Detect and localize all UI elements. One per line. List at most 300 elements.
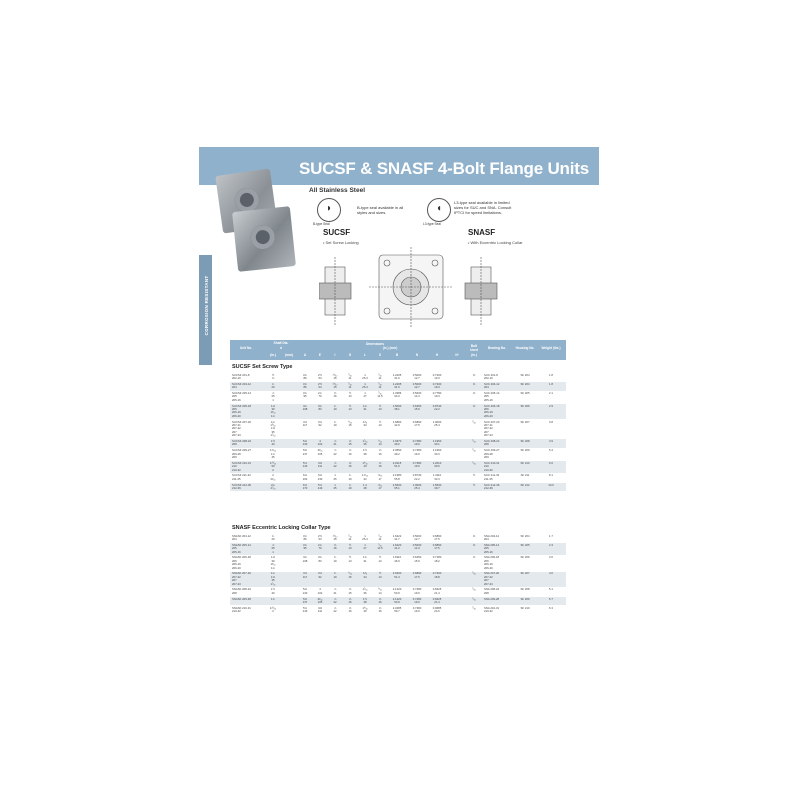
cell-a: 4¼ 108 [302,403,308,411]
cell-e: 3⅝ 92 [318,571,322,579]
cell-bolt: ½ [472,482,476,487]
cell-s: ½ 13 [378,419,382,427]
cell-g: ⁹⁄₁₆ 15 [348,571,352,579]
cell-a: 3¾ 86 [303,372,307,380]
cell-a: 3¾ 95 [303,542,307,551]
b-seal-text: B-type seal available in all styles and sizes. [357,205,404,215]
cell-i: ¹⁹⁄₃₂ 15 [332,372,338,380]
cell-bearing: SNA 205-14 205 205-16 [484,542,500,554]
cell-n: 0.7480 19.0 [412,448,422,456]
cell-bearing: SUC 208-24 208 [484,438,500,447]
cell-s: ⁷⁄₁₆ 11.5 [377,542,383,551]
cell-housing: SF 206 [520,403,530,408]
cell-n: 0.6250 15.9 [412,555,422,563]
cell-e: 3⅝ 92 [318,419,322,427]
cell-bolt: ⁷⁄₁₆ [472,605,476,610]
cell-i: ⅞ 22 [333,605,337,614]
cell-l: 1 27 [363,542,367,551]
cell-e: 2¾ 70 [318,390,322,399]
cell-n: 0.5000 12.7 [412,381,422,390]
col-l: L [364,353,366,357]
cell-s: ½ 13 [378,555,382,563]
cell-i: ⅞ 22 [333,448,337,456]
cell-weight: 8.1 [549,473,553,478]
cell-s: ⁷⁄₁₆ 11 [378,381,382,390]
cell-g: ⁷⁄₁₆ 11 [348,533,352,541]
cell-b: 2.5630 65.1 [392,482,402,490]
cell-bolt: ⁷⁄₁₆ [472,460,476,465]
col-h: H [435,353,439,357]
cell-i: ¹⁹⁄₃₂ 15 [332,533,338,541]
table-header [230,340,566,360]
sucsf-title: SUCSF [323,228,351,237]
cell-a: 3¾ 95 [303,390,307,399]
cell-unit: SNASF 210-31 210-32 [232,605,251,614]
cell-i: 1 25 [333,473,337,481]
cell-housing: SF 206 [520,555,530,560]
cell-a: 5⅛ 130 [302,438,308,447]
cell-weight: 1.7 [549,533,553,538]
cell-s: ¹¹⁄₁₆ 17 [377,473,383,481]
cell-bolt: ⅜ [472,372,476,377]
cell-unit: SUCSF 208-24 208 [232,438,251,447]
table-row [230,461,566,473]
cell-g: ⅝ 16 [348,460,352,469]
col-s: S [378,353,382,357]
cell-bolt: ⅜ [472,390,476,395]
cell-b: 1.3386 34.0 [392,390,402,399]
cell-e: 5⅝ 143 [317,482,323,490]
cell-g: ⁷⁄₁₆ 11 [348,372,352,380]
cell-l: 1¼ 31 [363,403,367,411]
cell-n: 0.6890 17.5 [412,571,422,579]
cell-housing: SF 212 [520,482,530,487]
cell-in: ¾ 20 [271,533,275,541]
cell-bearing: SUC 206-18 206 206-19 206-20 [484,403,500,418]
cell-s: ½ 13 [378,403,382,411]
cell-l: 1⁷⁄₁₆ 36 [362,438,368,447]
cell-weight: 10.0 [548,482,554,487]
cell-bearing: SUC 212-36 212-39 [484,482,500,490]
col-housing-no: Housing No. [515,346,535,350]
table-row [230,439,566,447]
cell-in: ¾ 20 [271,381,275,390]
cell-n: 0.6250 15.9 [412,403,422,411]
cell-unit: SNASF 205-14 205 205-16 [232,542,251,554]
cell-a: 4¼ 108 [302,555,308,563]
cell-b: 1.8110 46.0 [392,555,402,563]
b-seal-icon: ◗ [317,198,341,222]
snasf-title: SNASF [468,228,496,237]
col-bolt-in: (in.) [471,353,477,357]
material-subtitle: All Stainless Steel [309,187,365,194]
cell-unit: SNASF 208-24 208 [232,587,251,595]
cell-i: 1 25 [333,482,337,490]
cell-in: 1¾ [271,596,275,601]
cell-g: ⁷⁄₁₆ 11 [348,381,352,390]
cell-weight: 5.4 [549,448,553,453]
cell-bolt: ⅜ [472,381,476,386]
cell-a: 6⅛ 162 [302,473,308,481]
cell-i: ⅞ 21 [333,587,337,595]
cell-g: ⅝ 16 [348,605,352,614]
table-row [230,391,566,403]
cell-bearing: SUC 205-14 205 205-16 [484,390,500,402]
cell-h: 0.8740 22.2 [432,403,442,411]
cell-l: 1⁹⁄₁₆ 40 [362,605,368,614]
cell-housing: SF 204 [520,372,530,377]
cell-i: ¾ 19 [333,555,337,563]
cell-a: 3¾ 86 [303,533,307,541]
table-row [230,420,566,439]
cell-h: 1.5630 39.7 [432,482,442,490]
cell-b: 1.2205 31.0 [392,381,402,390]
col-dimensions: Dimensions [365,342,385,346]
cell-h: 0.7400 18.8 [432,571,442,579]
cell-g: ⅝ 15 [348,587,352,595]
cell-bolt: ⅜ [472,555,476,560]
col-bearing-no: Bearing No. [488,346,506,350]
cell-housing: SF 210 [520,460,530,465]
table-row [230,597,566,605]
col-shaft-dia: Shaft Dia. [273,341,289,345]
cell-l: 1 25.4 [362,381,368,390]
cell-bolt: ⅜ [472,403,476,408]
cell-g: ¾ 19 [348,482,352,490]
col-g: G [348,353,352,357]
cell-in: 1½ 40 [271,587,275,595]
cell-b: 1.6220 41.2 [392,542,402,551]
side-tab-label: CORROSION RESISTANT [204,275,209,336]
cell-n: 0.5630 14.3 [412,542,422,551]
cell-housing: SF 204 [520,381,530,386]
cell-housing: SF 210 [520,605,530,610]
cell-g: ⁹⁄₁₆ 15 [348,419,352,427]
cell-bearing: SNA 206-18 206 206-19 206-20 [484,555,500,570]
cell-in: ½ ⅝ [271,372,275,380]
cell-unit: SUCSF 204-12 204 [232,381,251,390]
cell-s: ⁹⁄₁₆ 14 [378,438,382,447]
section-snasf-heading: SNASF Eccentric Locking Collar Type [232,525,331,531]
cell-h: 0.7180 18.2 [432,555,442,563]
cell-i: ¾ 19 [333,571,337,579]
cell-weight: 1.8 [549,381,553,386]
cell-a: 5⅛ 130 [302,587,308,595]
l3-seal-label: L3-type Seal [423,222,441,226]
table-row [230,483,566,491]
cell-in: 1⅛ 30 1³⁄₁₆ 1¼ [270,555,276,570]
cell-unit: SNASF 207-20 207-22 207 207-23 [232,571,251,586]
cell-h: 0.7200 19.3 [432,381,442,390]
cell-b: 1.5000 38.1 [392,403,402,411]
col-dim-units: (in.) (mm) [382,346,398,350]
cell-e: 2½ 64 [318,372,322,380]
cell-in: 1¼ 1⅜ 35 1⁷⁄₁₆ [270,571,276,586]
cell-weight: 2.9 [549,403,553,408]
cell-a: 6⅝ 170 [302,482,308,490]
cell-s: ⅝ 16 [378,605,382,614]
cell-h: 0.7200 19.3 [432,372,442,380]
cell-unit: SNASF 206-18 206 206-19 206-20 [232,555,251,570]
cell-bolt: ½ [472,473,476,478]
col-shaft-mm: (mm) [285,353,293,357]
cell-bearing: SUC 209-27 209-28 209 [484,448,500,459]
cell-l: 1⁹⁄₁₆ 40 [362,460,368,469]
cell-bolt: ⅜ [472,533,476,538]
cell-e: 3¼ 83 [318,555,322,563]
cell-s: ⅝ 16 [378,596,382,604]
cell-weight: 4.9 [549,438,553,443]
cell-i: ¹⁹⁄₃₂ 15 [332,381,338,390]
col-e: E [318,353,322,357]
side-tab [199,255,212,365]
cell-bolt: ⁷⁄₁₆ [472,448,476,453]
cell-b: 1.6422 41.7 [392,533,402,541]
cell-unit: SUCSF 209-27 209-28 209 [232,448,251,459]
cell-bearing: SNA 209-28 [484,596,500,601]
cell-b: 1.6890 42.9 [392,419,402,427]
cell-unit: SUCSF 212-36 212-39 [232,482,251,490]
cell-b: 2.1980 55.8 [392,473,402,481]
cell-h: 1.0000 25.4 [432,419,442,427]
cell-unit: SUCSF 207-20 207-21 207-22 207 207-23 [232,419,251,438]
cell-b: 1.9370 49.2 [392,438,402,447]
cell-weight: 5.1 [549,587,553,592]
cell-g: ½ 13 [348,555,352,563]
cell-in: 1½ 40 [271,438,275,447]
cell-b: 2.0215 51.6 [392,460,402,469]
cell-h: 0.6890 17.5 [432,542,442,551]
cell-unit: SUCSF 201-8 202-10 [232,372,250,380]
cell-e: 4⅜ 111 [317,460,323,469]
cell-l: 1¼ 31 [363,555,367,563]
table-row [230,373,566,381]
col-i: I [334,353,336,357]
cell-housing: SF 205 [520,390,530,395]
cell-b: 2.1220 53.9 [392,596,402,604]
cell-b: 2.1220 53.9 [392,587,402,595]
cell-e: 4³⁄₁₆ 105 [317,596,323,604]
col-shaft-d: d [280,346,282,350]
cell-a: 3¾ 86 [303,381,307,390]
cell-g: ⅝ 16 [348,448,352,456]
cell-b: 2.3485 59.7 [392,605,402,614]
cell-b: 1.2205 31.0 [392,372,402,380]
cell-in: ⅞ 25 1 [271,542,275,554]
cell-bearing: SNA 208-24 208 [484,587,500,595]
cell-g: ½ 13 [348,542,352,551]
cell-h: 1.2010 30.6 [432,460,442,469]
cell-housing: SF 209 [520,596,530,601]
cell-i: ⅝ 16 [333,542,337,551]
cell-in: ⅞ 25 1 [271,390,275,402]
col-n: N [415,353,419,357]
cell-bolt: ⁷⁄₁₆ [472,438,476,443]
cell-s: ¹¹⁄₁₆ 17 [377,482,383,490]
cell-a: 5⅝ 143 [302,605,308,614]
cell-l: 1 27 [363,390,367,399]
snasf-subtitle: • With Eccentric Locking Collar [468,240,523,245]
cell-housing: SF 211 [520,473,530,478]
cell-a: 4⅝ 117 [302,419,308,427]
cell-i: ¾ 19 [333,403,337,411]
cell-n: 0.7480 19.0 [412,460,422,469]
cell-l: 1⁷⁄₁₆ 36 [362,587,368,595]
cell-n: 0.5000 12.7 [412,533,422,541]
cell-s: ⁹⁄₁₆ 14 [378,587,382,595]
cell-h: 0.7780 19.3 [432,390,442,399]
cell-s: ⁷⁄₁₆ 11 [378,533,382,541]
table-row [230,572,566,587]
cell-h: 1.1960 30.1 [432,438,442,447]
cell-s: ⁷⁄₁₆ 11 [378,372,382,380]
cell-e: 4 102 [317,438,323,447]
cell-n: 0.7480 19.0 [412,438,422,447]
cell-weight: 2.3 [549,542,553,547]
cell-l: 1½ 38 [363,596,367,604]
cell-in: 1¼ 1⁵⁄₁₆ 1⅜ 35 1⁷⁄₁₆ [270,419,276,438]
cell-weight: 6.6 [549,460,553,465]
table-row [230,588,566,596]
cell-housing: SF 208 [520,438,530,443]
cell-e: 2½ 64 [318,533,322,541]
cell-e: 2½ 64 [318,381,322,390]
cell-e: 4⅜ 111 [317,605,323,614]
cell-n: 0.5630 14.3 [412,390,422,399]
cell-housing: SF 207 [520,419,530,424]
cell-unit: SUCSF 206-18 206 206-19 206-20 [232,403,251,418]
cell-l: 1½ 38 [363,448,367,456]
cell-bolt: ⁷⁄₁₆ [472,419,476,424]
cell-a: 4⅝ 117 [302,571,308,579]
cell-weight: 5.7 [549,596,553,601]
cell-weight: 6.3 [549,605,553,610]
cell-bolt: ⁷⁄₁₆ [472,596,476,601]
col-b: B [395,353,399,357]
cell-unit: SUCSF 211-32 211-35 [232,473,251,481]
l3-seal-text: L3-type seal available in limited sizes for SUC and SNA. Consult IPTCI for speed limitations. [454,200,512,215]
cell-unit: SUCSF 205-14 205 205-16 [232,390,251,402]
cell-g: ½ 13 [348,403,352,411]
cell-n: 0.5000 12.7 [412,372,422,380]
cell-s: ⅝ 16 [378,460,382,469]
cell-n: 0.7480 19.0 [412,605,422,614]
cell-weight: 3.8 [549,419,553,424]
cell-i: ⅞ 22 [333,596,337,604]
cell-h: 0.6890 17.5 [432,533,442,541]
table-row [230,543,566,555]
cell-h: 1.3110 33.3 [432,473,442,481]
section-sucsf-heading: SUCSF Set Screw Type [232,364,293,370]
col-weight: Weight (lbs.) [541,346,561,350]
cell-i: ⅞ 22 [333,460,337,469]
col-unit-no: Unit No. [239,346,253,350]
cell-g: ⅝ 16 [348,596,352,604]
col-n1: N¹ [455,353,459,357]
cell-housing: SF 208 [520,587,530,592]
cell-bearing: SUC 210-31 210 210-32 [484,460,500,472]
table-row [230,404,566,419]
technical-drawing [319,247,499,332]
col-bolt-used: Bolt Used [470,344,478,352]
cell-s: ½ 13 [378,571,382,579]
cell-housing: SF 204 [520,533,530,538]
cell-a: 5⅜ 137 [302,596,308,604]
cell-g: ¾ 19 [348,473,352,481]
catalog-page [199,147,599,645]
cell-a: 5⅜ 137 [302,448,308,456]
table-row [230,606,566,614]
cell-h: 0.8425 21.4 [432,587,442,595]
cell-weight: 2.1 [549,390,553,395]
page-title: SUCSF & SNASF 4-Bolt Flange Units [299,159,589,178]
cell-b: 2.0200 51.3 [392,571,402,579]
cell-g: ½ 13 [348,390,352,399]
cell-weight: 1.8 [549,372,553,377]
cell-n: 0.6890 17.5 [412,419,422,427]
col-shaft-in: (in.) [270,353,276,357]
cell-e: 4³⁄₁₆ 105 [317,448,323,456]
cell-in: 1⅛ 30 1³⁄₁₆ 1¼ [270,403,276,418]
cell-n: 1.0000 25.4 [412,482,422,490]
cell-housing: SF 209 [520,448,530,453]
cell-e: 3¼ 83 [318,403,322,411]
cell-bearing: SUC 204-12 204 [484,381,500,390]
cell-unit: SNASF 209-28 [232,596,251,601]
cell-l: 1¹¹⁄₁₆ 43 [362,473,368,481]
cell-n: 0.8740 22.2 [412,473,422,481]
cell-housing: SF 207 [520,571,530,576]
cell-unit: SNASF 204-12 204 [232,533,251,541]
flange-unit-photo-2 [232,206,296,272]
cell-unit: SUCSF 210-31 210 210-32 [232,460,251,472]
b-seal-label: B-type Seal [313,222,330,226]
cell-n: 0.7480 19.0 [412,596,422,604]
cell-l: 1 25.4 [362,533,368,541]
col-a: A [303,353,307,357]
cell-in: 2¼ 2⁷⁄₁₆ [270,482,276,490]
cell-bearing: SNA 204-12 204 [484,533,500,541]
cell-h: 0.8425 21.4 [432,596,442,604]
cell-a: 5⅝ 143 [302,460,308,469]
cell-h: 0.9685 24.6 [432,605,442,614]
cell-in: 1¹⁵⁄₁₆ 50 2 [269,460,277,472]
table-row [230,449,566,461]
cell-in: 1¹⁵⁄₁₆ 2 [269,605,277,614]
cell-housing: SF 205 [520,542,530,547]
cell-weight: 4.0 [549,571,553,576]
cell-b: 2.0550 49.2 [392,448,402,456]
cell-s: ⅝ 16 [378,448,382,456]
cell-e: 5⅛ 130 [317,473,323,481]
cell-in: 1¹¹⁄₁₆ 1¾ 45 [270,448,276,459]
cell-g: ⅝ 15 [348,438,352,447]
cell-e: 4 102 [317,587,323,595]
cell-l: 1³⁄₈ 34 [362,571,368,579]
cell-l: 1 25.4 [362,372,368,380]
cell-i: ¾ 19 [333,419,337,427]
cell-weight: 3.0 [549,555,553,560]
table-row [230,556,566,571]
cell-bearing: SNA 207-20 207-22 207 207-23 [484,571,500,586]
cell-i: ⅝ 16 [333,390,337,399]
cell-bolt: ⁷⁄₁₆ [472,571,476,576]
cell-s: ⁷⁄₁₆ 11.5 [377,390,383,399]
cell-bearing: SUC 211-32 211-35 [484,473,500,481]
cell-bearing: SUC 201-8 202-10 [484,372,498,380]
cell-n: 0.7480 19.0 [412,587,422,595]
cell-bearing: SNA 210-31 210-32 [484,605,500,614]
